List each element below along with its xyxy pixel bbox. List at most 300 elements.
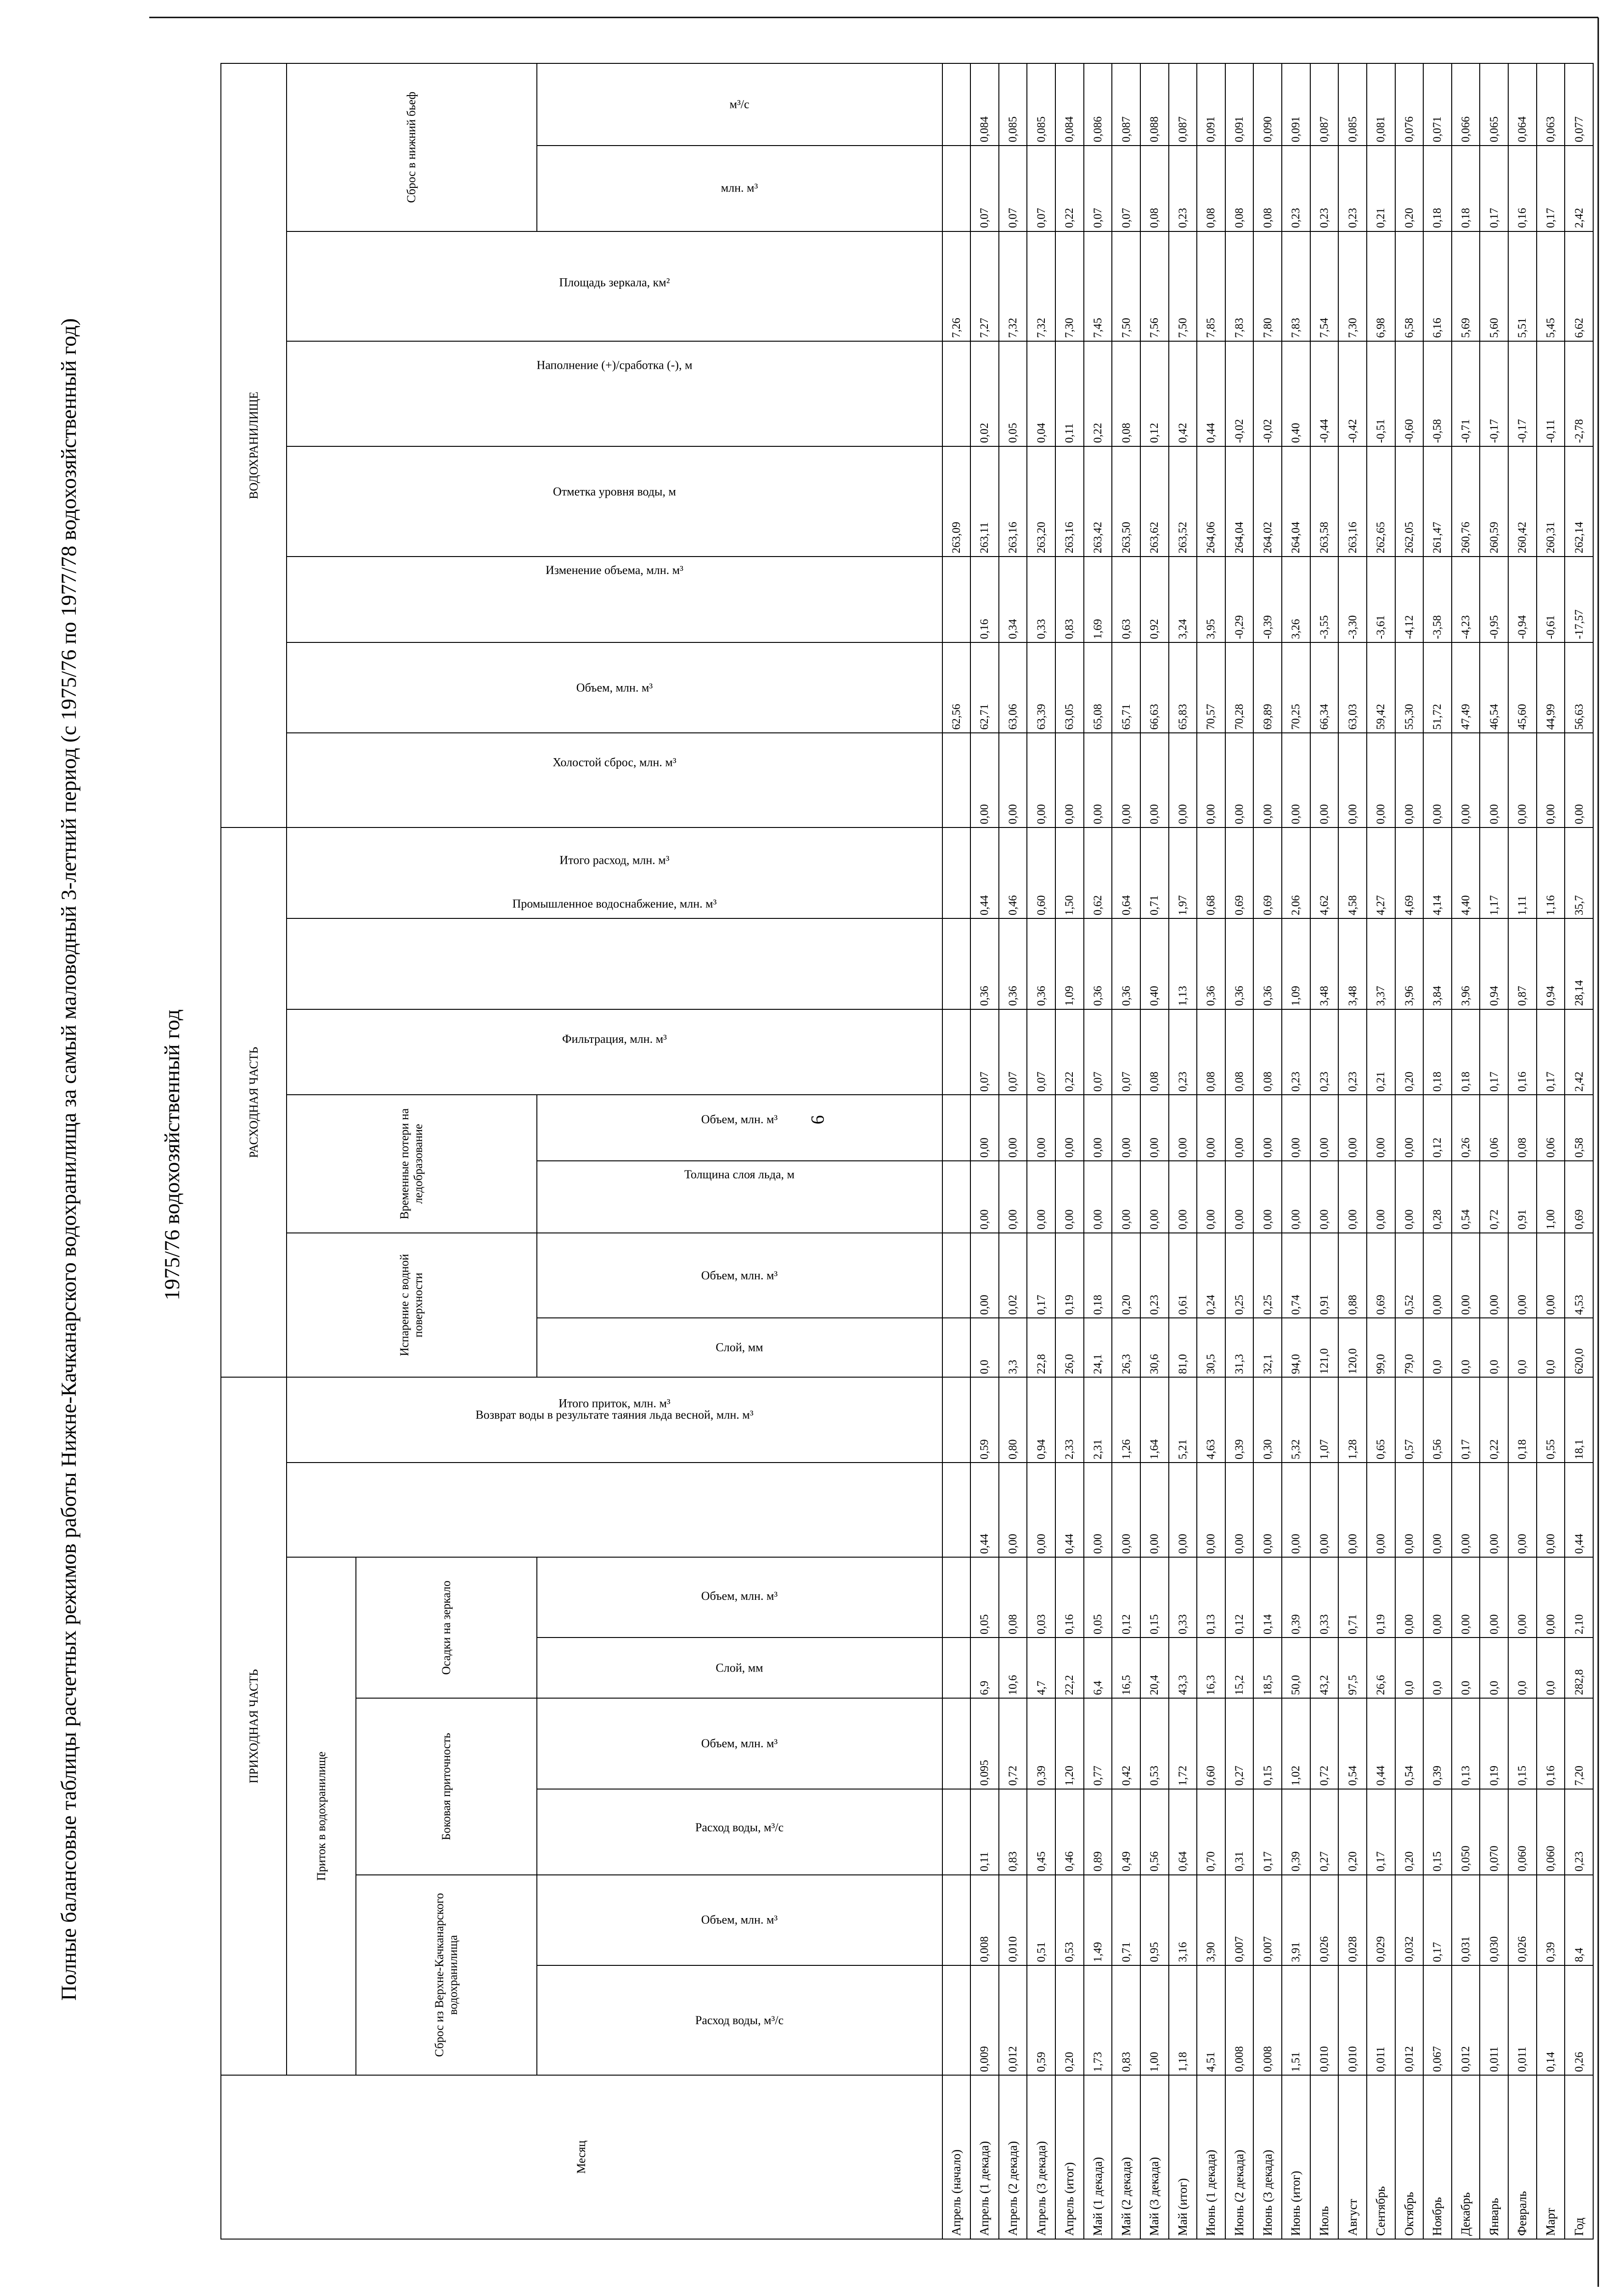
- table-cell: 0,00: [1395, 1557, 1424, 1638]
- table-cell: 263,50: [1112, 446, 1140, 557]
- table-cell: 0,028: [1338, 1875, 1367, 1965]
- table-cell: 0,71: [1112, 1875, 1140, 1965]
- table-cell: 1,09: [1282, 918, 1310, 1009]
- table-cell: 0,16: [1537, 1698, 1565, 1789]
- table-cell: 0,18: [1452, 146, 1480, 231]
- table-cell: [942, 1377, 971, 1463]
- table-cell: 0,00: [1395, 1095, 1424, 1161]
- table-row: [1395, 63, 1424, 2239]
- table-cell: 0,36: [970, 918, 999, 1009]
- table-row: [1225, 63, 1254, 2239]
- table-cell: 3,37: [1367, 918, 1395, 1009]
- table-row: [1169, 63, 1197, 2239]
- table-cell: 0,00: [1452, 1463, 1480, 1557]
- table-cell: 0,00: [1169, 1463, 1197, 1557]
- row-month-cell: Апрель (3 декада): [1027, 2075, 1055, 2239]
- header-evap-layer-text: Слой, мм: [716, 1340, 763, 1354]
- header-inflow: Приток в водохранилище: [287, 1557, 356, 2075]
- header-fill-text: Наполнение (+)/сработка (-), м: [536, 358, 693, 372]
- table-cell: 0,05: [999, 341, 1027, 446]
- table-cell: 0,16: [970, 557, 999, 642]
- table-cell: 7,80: [1253, 231, 1282, 341]
- header-upper-volume: [537, 1875, 942, 1965]
- table-cell: 121,0: [1310, 1318, 1339, 1377]
- table-cell: [942, 341, 971, 446]
- table-cell: -0,02: [1253, 341, 1282, 446]
- table-cell: 0,00: [1508, 1463, 1537, 1557]
- table-cell: -4,23: [1452, 557, 1480, 642]
- table-cell: -17,57: [1565, 557, 1593, 642]
- header-filtration: [287, 1009, 942, 1095]
- table-cell: 4,7: [1027, 1638, 1055, 1698]
- table-cell: 0,59: [970, 1377, 999, 1463]
- table-cell: 0,11: [1055, 341, 1084, 446]
- table-cell: 263,42: [1084, 446, 1112, 557]
- table-cell: 7,32: [999, 231, 1027, 341]
- table-cell: 260,59: [1480, 446, 1508, 557]
- table-cell: 0,15: [1253, 1698, 1282, 1789]
- table-cell: 0,00: [1140, 1095, 1169, 1161]
- header-downstream: Сброс в нижний бьеф: [287, 63, 537, 231]
- table-cell: 0,06: [1537, 1095, 1565, 1161]
- table-cell: 0,36: [1112, 918, 1140, 1009]
- table-row: [1140, 63, 1169, 2239]
- table-cell: 0,00: [1310, 1463, 1339, 1557]
- table-cell: [942, 1698, 971, 1789]
- header-side-inflow: Боковая приточность: [356, 1698, 537, 1874]
- table-cell: 0,08: [1197, 1009, 1225, 1095]
- table-cell: 0,54: [1452, 1161, 1480, 1232]
- table-cell: 0,00: [1423, 1233, 1452, 1318]
- table-cell: 1,49: [1084, 1875, 1112, 1965]
- table-cell: 65,08: [1084, 642, 1112, 733]
- table-cell: 0,00: [1027, 1161, 1055, 1232]
- table-cell: -3,55: [1310, 557, 1339, 642]
- table-cell: 0,95: [1140, 1875, 1169, 1965]
- table-cell: 0,0: [1395, 1638, 1424, 1698]
- table-cell: 0,00: [1055, 1095, 1084, 1161]
- table-cell: 620,0: [1565, 1318, 1593, 1377]
- table-cell: 0,39: [1027, 1698, 1055, 1789]
- table-cell: 0,050: [1452, 1789, 1480, 1875]
- table-cell: 0,00: [1367, 1161, 1395, 1232]
- balance-table: [220, 63, 1594, 2240]
- table-cell: 63,06: [999, 642, 1027, 733]
- table-cell: 0,17: [1452, 1377, 1480, 1463]
- table-row: [942, 63, 971, 2239]
- table-cell: 0,02: [999, 1233, 1027, 1318]
- table-cell: 0,077: [1565, 63, 1593, 146]
- table-cell: 4,51: [1197, 1965, 1225, 2075]
- row-month-cell: Апрель (1 декада): [970, 2075, 999, 2239]
- table-row: [1338, 63, 1367, 2239]
- table-cell: 5,21: [1169, 1377, 1197, 1463]
- table-cell: 0,04: [1027, 341, 1055, 446]
- table-cell: -0,95: [1480, 557, 1508, 642]
- table-cell: 0,36: [1197, 918, 1225, 1009]
- table-cell: -0,17: [1480, 341, 1508, 446]
- table-cell: 0,23: [1338, 146, 1367, 231]
- table-cell: 0,087: [1169, 63, 1197, 146]
- table-cell: 0,19: [1480, 1698, 1508, 1789]
- table-cell: 0,00: [1452, 733, 1480, 827]
- table-cell: 0,40: [1282, 341, 1310, 446]
- table-cell: 4,58: [1338, 827, 1367, 918]
- table-cell: 0,23: [1565, 1789, 1593, 1875]
- table-cell: 0,084: [970, 63, 999, 146]
- table-cell: 263,16: [1338, 446, 1367, 557]
- table-cell: 0,74: [1282, 1233, 1310, 1318]
- table-cell: [942, 1318, 971, 1377]
- table-cell: 0,00: [1197, 1095, 1225, 1161]
- header-water-level: [287, 446, 942, 557]
- table-cell: 0,17: [1537, 146, 1565, 231]
- table-cell: 0,39: [1282, 1557, 1310, 1638]
- table-cell: 0,17: [1480, 1009, 1508, 1095]
- table-cell: 0,00: [1395, 1463, 1424, 1557]
- table-cell: 0,00: [1140, 733, 1169, 827]
- table-cell: 0,0: [1452, 1318, 1480, 1377]
- table-cell: [942, 827, 971, 918]
- table-cell: 0,18: [1508, 1377, 1537, 1463]
- table-cell: 2,06: [1282, 827, 1310, 918]
- table-row: [999, 63, 1027, 2239]
- table-cell: 0,076: [1395, 63, 1424, 146]
- table-cell: 3,95: [1197, 557, 1225, 642]
- table-cell: 4,40: [1452, 827, 1480, 918]
- table-cell: 0,08: [1253, 146, 1282, 231]
- table-cell: 0,18: [1423, 146, 1452, 231]
- table-cell: 3,96: [1395, 918, 1424, 1009]
- table-cell: 0,029: [1367, 1875, 1395, 1965]
- table-cell: 0,22: [1055, 146, 1084, 231]
- table-cell: 263,16: [999, 446, 1027, 557]
- table-cell: 51,72: [1423, 642, 1452, 733]
- table-cell: 70,57: [1197, 642, 1225, 733]
- table-cell: 0,00: [1310, 1095, 1339, 1161]
- header-upper-flow-text: Расход воды, м³/с: [695, 2013, 784, 2027]
- table-cell: 0,26: [1452, 1095, 1480, 1161]
- table-cell: 0,20: [1055, 1965, 1084, 2075]
- table-cell: 0,08: [1140, 1009, 1169, 1095]
- header-month: Месяц: [221, 2075, 942, 2239]
- table-cell: 262,05: [1395, 446, 1424, 557]
- table-cell: 0,16: [1508, 1009, 1537, 1095]
- table-cell: -0,94: [1508, 557, 1537, 642]
- table-row: [1565, 63, 1593, 2239]
- header-precip-layer-text: Слой, мм: [716, 1661, 763, 1675]
- table-cell: 0,00: [1027, 1463, 1055, 1557]
- table-cell: 0,010: [999, 1875, 1027, 1965]
- row-month-cell: Май (3 декада): [1140, 2075, 1169, 2239]
- table-cell: 0,0: [1537, 1638, 1565, 1698]
- table-cell: 0,00: [1423, 733, 1452, 827]
- header-reservoir: ВОДОХРАНИЛИЩЕ: [221, 63, 287, 827]
- table-cell: 0,71: [1338, 1557, 1367, 1638]
- header-precip-volume-text: Объем, млн. м³: [701, 1589, 778, 1603]
- table-cell: 260,42: [1508, 446, 1537, 557]
- table-cell: 0,00: [1225, 1161, 1254, 1232]
- table-cell: 1,50: [1055, 827, 1084, 918]
- table-cell: 0,07: [970, 146, 999, 231]
- header-water-level-text: Отметка уровня воды, м: [552, 485, 676, 499]
- table-cell: 7,30: [1338, 231, 1367, 341]
- table-cell: 5,32: [1282, 1377, 1310, 1463]
- table-cell: 0,39: [1537, 1875, 1565, 1965]
- header-precip-layer: [537, 1638, 942, 1698]
- table-cell: 0,46: [1055, 1789, 1084, 1875]
- table-cell: 0,00: [1169, 1161, 1197, 1232]
- table-cell: 59,42: [1367, 642, 1395, 733]
- table-cell: 0,00: [1225, 1095, 1254, 1161]
- table-cell: 0,05: [970, 1557, 999, 1638]
- table-cell: 1,97: [1169, 827, 1197, 918]
- table-cell: 0,94: [1480, 918, 1508, 1009]
- document-title: Полные балансовые таблицы расчетных режимов работы Нижне-Качканарского водохранилища за самый маловодный 3-летний период (с 1975/76 по 1977/78 водохозяйственный год): [57, 318, 81, 2001]
- table-cell: 0,25: [1253, 1233, 1282, 1318]
- table-cell: 0,15: [1423, 1789, 1452, 1875]
- table-cell: 0,11: [970, 1789, 999, 1875]
- row-month-cell: Июль: [1310, 2075, 1339, 2239]
- header-industrial-text: Промышленное водоснабжение, млн. м³: [512, 897, 717, 911]
- table-cell: 0,44: [1367, 1698, 1395, 1789]
- table-cell: -0,51: [1367, 341, 1395, 446]
- table-cell: 0,60: [1197, 1698, 1225, 1789]
- table-cell: [942, 733, 971, 827]
- row-month-cell: Год: [1565, 2075, 1593, 2239]
- table-cell: 0,44: [1197, 341, 1225, 446]
- table-cell: 0,52: [1395, 1233, 1424, 1318]
- header-income: ПРИХОДНАЯ ЧАСТЬ: [221, 1377, 287, 2075]
- table-cell: 0,00: [1367, 1463, 1395, 1557]
- table-cell: 0,00: [1508, 733, 1537, 827]
- table-cell: 0,07: [1112, 1009, 1140, 1095]
- row-month-cell: Июнь (3 декада): [1253, 2075, 1282, 2239]
- table-cell: 0,36: [1225, 918, 1254, 1009]
- table-cell: 0,00: [1169, 733, 1197, 827]
- table-cell: 0,34: [999, 557, 1027, 642]
- table-cell: [942, 557, 971, 642]
- table-cell: 0,72: [999, 1698, 1027, 1789]
- header-ice-thickness-text: Толщина слоя льда, м: [684, 1167, 795, 1181]
- table-cell: 0,00: [1253, 1463, 1282, 1557]
- table-cell: 5,45: [1537, 231, 1565, 341]
- header-industrial: [287, 897, 942, 1009]
- header-volume-text: Объем, млн. м³: [576, 681, 653, 694]
- table-cell: -0,29: [1225, 557, 1254, 642]
- table-cell: 0,08: [1508, 1095, 1537, 1161]
- table-cell: 1,09: [1055, 918, 1084, 1009]
- table-cell: 262,14: [1565, 446, 1593, 557]
- table-cell: 0,0: [970, 1318, 999, 1377]
- table-cell: 0,15: [1508, 1698, 1537, 1789]
- header-precip-volume: [537, 1557, 942, 1638]
- table-cell: 0,03: [1027, 1557, 1055, 1638]
- table-cell: 0,00: [970, 1095, 999, 1161]
- table-cell: 0,53: [1140, 1698, 1169, 1789]
- table-cell: 0,084: [1055, 63, 1084, 146]
- table-cell: -0,11: [1537, 341, 1565, 446]
- table-cell: 0,08: [1112, 341, 1140, 446]
- table-cell: 0,12: [1225, 1557, 1254, 1638]
- table-cell: 0,46: [999, 827, 1027, 918]
- table-cell: 0,091: [1225, 63, 1254, 146]
- table-cell: 0,095: [970, 1698, 999, 1789]
- table-cell: 0,00: [1084, 1161, 1112, 1232]
- table-cell: 0,012: [1395, 1965, 1424, 2075]
- table-cell: 260,31: [1537, 446, 1565, 557]
- table-cell: 0,44: [970, 1463, 999, 1557]
- table-cell: 0,091: [1282, 63, 1310, 146]
- table-cell: 0,085: [999, 63, 1027, 146]
- table-cell: 0,54: [1395, 1698, 1424, 1789]
- table-cell: 0,071: [1423, 63, 1452, 146]
- table-cell: 7,85: [1197, 231, 1225, 341]
- table-cell: 263,11: [970, 446, 999, 557]
- table-cell: 43,3: [1169, 1638, 1197, 1698]
- table-cell: 0,33: [1169, 1557, 1197, 1638]
- table-cell: [942, 1789, 971, 1875]
- table-cell: 0,0: [1508, 1318, 1537, 1377]
- table-cell: 0,067: [1423, 1965, 1452, 2075]
- table-cell: 0,23: [1310, 146, 1339, 231]
- table-cell: 0,0: [1423, 1318, 1452, 1377]
- table-cell: 0,00: [1310, 1161, 1339, 1232]
- table-cell: 0,00: [1338, 1095, 1367, 1161]
- table-cell: 0,00: [1112, 1095, 1140, 1161]
- table-cell: 3,48: [1338, 918, 1367, 1009]
- table-cell: [942, 1463, 971, 1557]
- table-cell: 0,36: [1253, 918, 1282, 1009]
- table-cell: 0,69: [1565, 1161, 1593, 1232]
- table-cell: 4,63: [1197, 1377, 1225, 1463]
- table-cell: 8,4: [1565, 1875, 1593, 1965]
- table-cell: [942, 1095, 971, 1161]
- table-cell: 0,00: [1282, 1095, 1310, 1161]
- table-cell: 0,00: [970, 1233, 999, 1318]
- table-cell: 3,24: [1169, 557, 1197, 642]
- table-cell: 0,00: [1338, 1161, 1367, 1232]
- table-cell: 0,00: [1282, 1463, 1310, 1557]
- table-cell: 0,19: [1367, 1557, 1395, 1638]
- table-cell: 70,28: [1225, 642, 1254, 733]
- table-row: [1423, 63, 1452, 2239]
- table-cell: 261,47: [1423, 446, 1452, 557]
- table-cell: 0,00: [1253, 733, 1282, 827]
- table-cell: 0,07: [1027, 146, 1055, 231]
- table-cell: 4,62: [1310, 827, 1339, 918]
- table-cell: 0,08: [999, 1557, 1027, 1638]
- table-cell: 263,20: [1027, 446, 1055, 557]
- table-cell: 0,0: [1537, 1318, 1565, 1377]
- table-cell: 0,42: [1169, 341, 1197, 446]
- table-cell: 4,53: [1565, 1233, 1593, 1318]
- header-ice-loss: Временные потери на ледобразование: [287, 1095, 537, 1232]
- header-ice-return: [287, 1408, 942, 1557]
- table-cell: 65,83: [1169, 642, 1197, 733]
- table-cell: 1,69: [1084, 557, 1112, 642]
- table-cell: 10,6: [999, 1638, 1027, 1698]
- table-cell: 0,06: [1480, 1095, 1508, 1161]
- table-cell: 4,14: [1423, 827, 1452, 918]
- table-cell: 7,45: [1084, 231, 1112, 341]
- table-cell: 0,49: [1112, 1789, 1140, 1875]
- table-cell: 0,00: [1395, 1161, 1424, 1232]
- table-cell: 263,62: [1140, 446, 1169, 557]
- table-cell: 0,00: [1367, 1095, 1395, 1161]
- table-cell: 0,0: [1480, 1638, 1508, 1698]
- header-area-text: Площадь зеркала, км²: [559, 276, 670, 289]
- document-subtitle: 1975/76 водохозяйственный год: [160, 1009, 184, 1300]
- table-cell: 0,00: [1452, 1557, 1480, 1638]
- table-cell: 0,57: [1395, 1377, 1424, 1463]
- table-cell: 0,17: [1480, 146, 1508, 231]
- table-cell: 0,36: [1084, 918, 1112, 1009]
- table-cell: 0,02: [970, 341, 999, 446]
- table-cell: 22,8: [1027, 1318, 1055, 1377]
- table-cell: 0,83: [999, 1789, 1027, 1875]
- table-cell: 0,20: [1112, 1233, 1140, 1318]
- table-cell: [942, 1161, 971, 1232]
- table-row: [970, 63, 999, 2239]
- table-cell: 0,08: [1253, 1009, 1282, 1095]
- table-cell: 1,02: [1282, 1698, 1310, 1789]
- table-cell: 1,72: [1169, 1698, 1197, 1789]
- table-cell: 0,00: [1480, 733, 1508, 827]
- row-month-cell: Май (2 декада): [1112, 2075, 1140, 2239]
- table-cell: 0,36: [999, 918, 1027, 1009]
- row-month-cell: Октябрь: [1395, 2075, 1424, 2239]
- table-cell: 0,00: [999, 733, 1027, 827]
- table-cell: 0,00: [1537, 1557, 1565, 1638]
- table-cell: 0,07: [1084, 1009, 1112, 1095]
- table-row: [1084, 63, 1112, 2239]
- table-cell: 0,65: [1367, 1377, 1395, 1463]
- table-cell: 0,00: [1055, 1161, 1084, 1232]
- table-cell: [942, 1233, 971, 1318]
- table-cell: 0,00: [1565, 733, 1593, 827]
- table-cell: 0,23: [1140, 1233, 1169, 1318]
- table-cell: 282,8: [1565, 1638, 1593, 1698]
- header-downstream-volume-text: млн. м³: [721, 181, 758, 195]
- table-cell: -4,12: [1395, 557, 1424, 642]
- table-cell: 264,06: [1197, 446, 1225, 557]
- table-cell: [942, 146, 971, 231]
- table-cell: -0,61: [1537, 557, 1565, 642]
- table-cell: 0,40: [1140, 918, 1169, 1009]
- table-cell: [942, 918, 971, 1009]
- table-cell: -3,58: [1423, 557, 1452, 642]
- rotated-table-container: [220, 63, 1594, 2240]
- table-cell: 0,64: [1169, 1789, 1197, 1875]
- table-cell: 0,026: [1508, 1875, 1537, 1965]
- table-cell: 0,00: [1282, 733, 1310, 827]
- table-cell: 0,00: [999, 1161, 1027, 1232]
- table-cell: 66,63: [1140, 642, 1169, 733]
- table-cell: -0,42: [1338, 341, 1367, 446]
- table-cell: 26,3: [1112, 1318, 1140, 1377]
- table-cell: 0,72: [1480, 1161, 1508, 1232]
- table-cell: 0,00: [999, 1463, 1027, 1557]
- table-cell: 7,30: [1055, 231, 1084, 341]
- table-cell: 0,23: [1169, 1009, 1197, 1095]
- table-cell: 20,4: [1140, 1638, 1169, 1698]
- table-cell: 30,6: [1140, 1318, 1169, 1377]
- table-cell: 0,42: [1112, 1698, 1140, 1789]
- table-cell: 7,26: [942, 231, 971, 341]
- table-cell: 0,91: [1508, 1161, 1537, 1232]
- table-cell: 0,36: [1027, 918, 1055, 1009]
